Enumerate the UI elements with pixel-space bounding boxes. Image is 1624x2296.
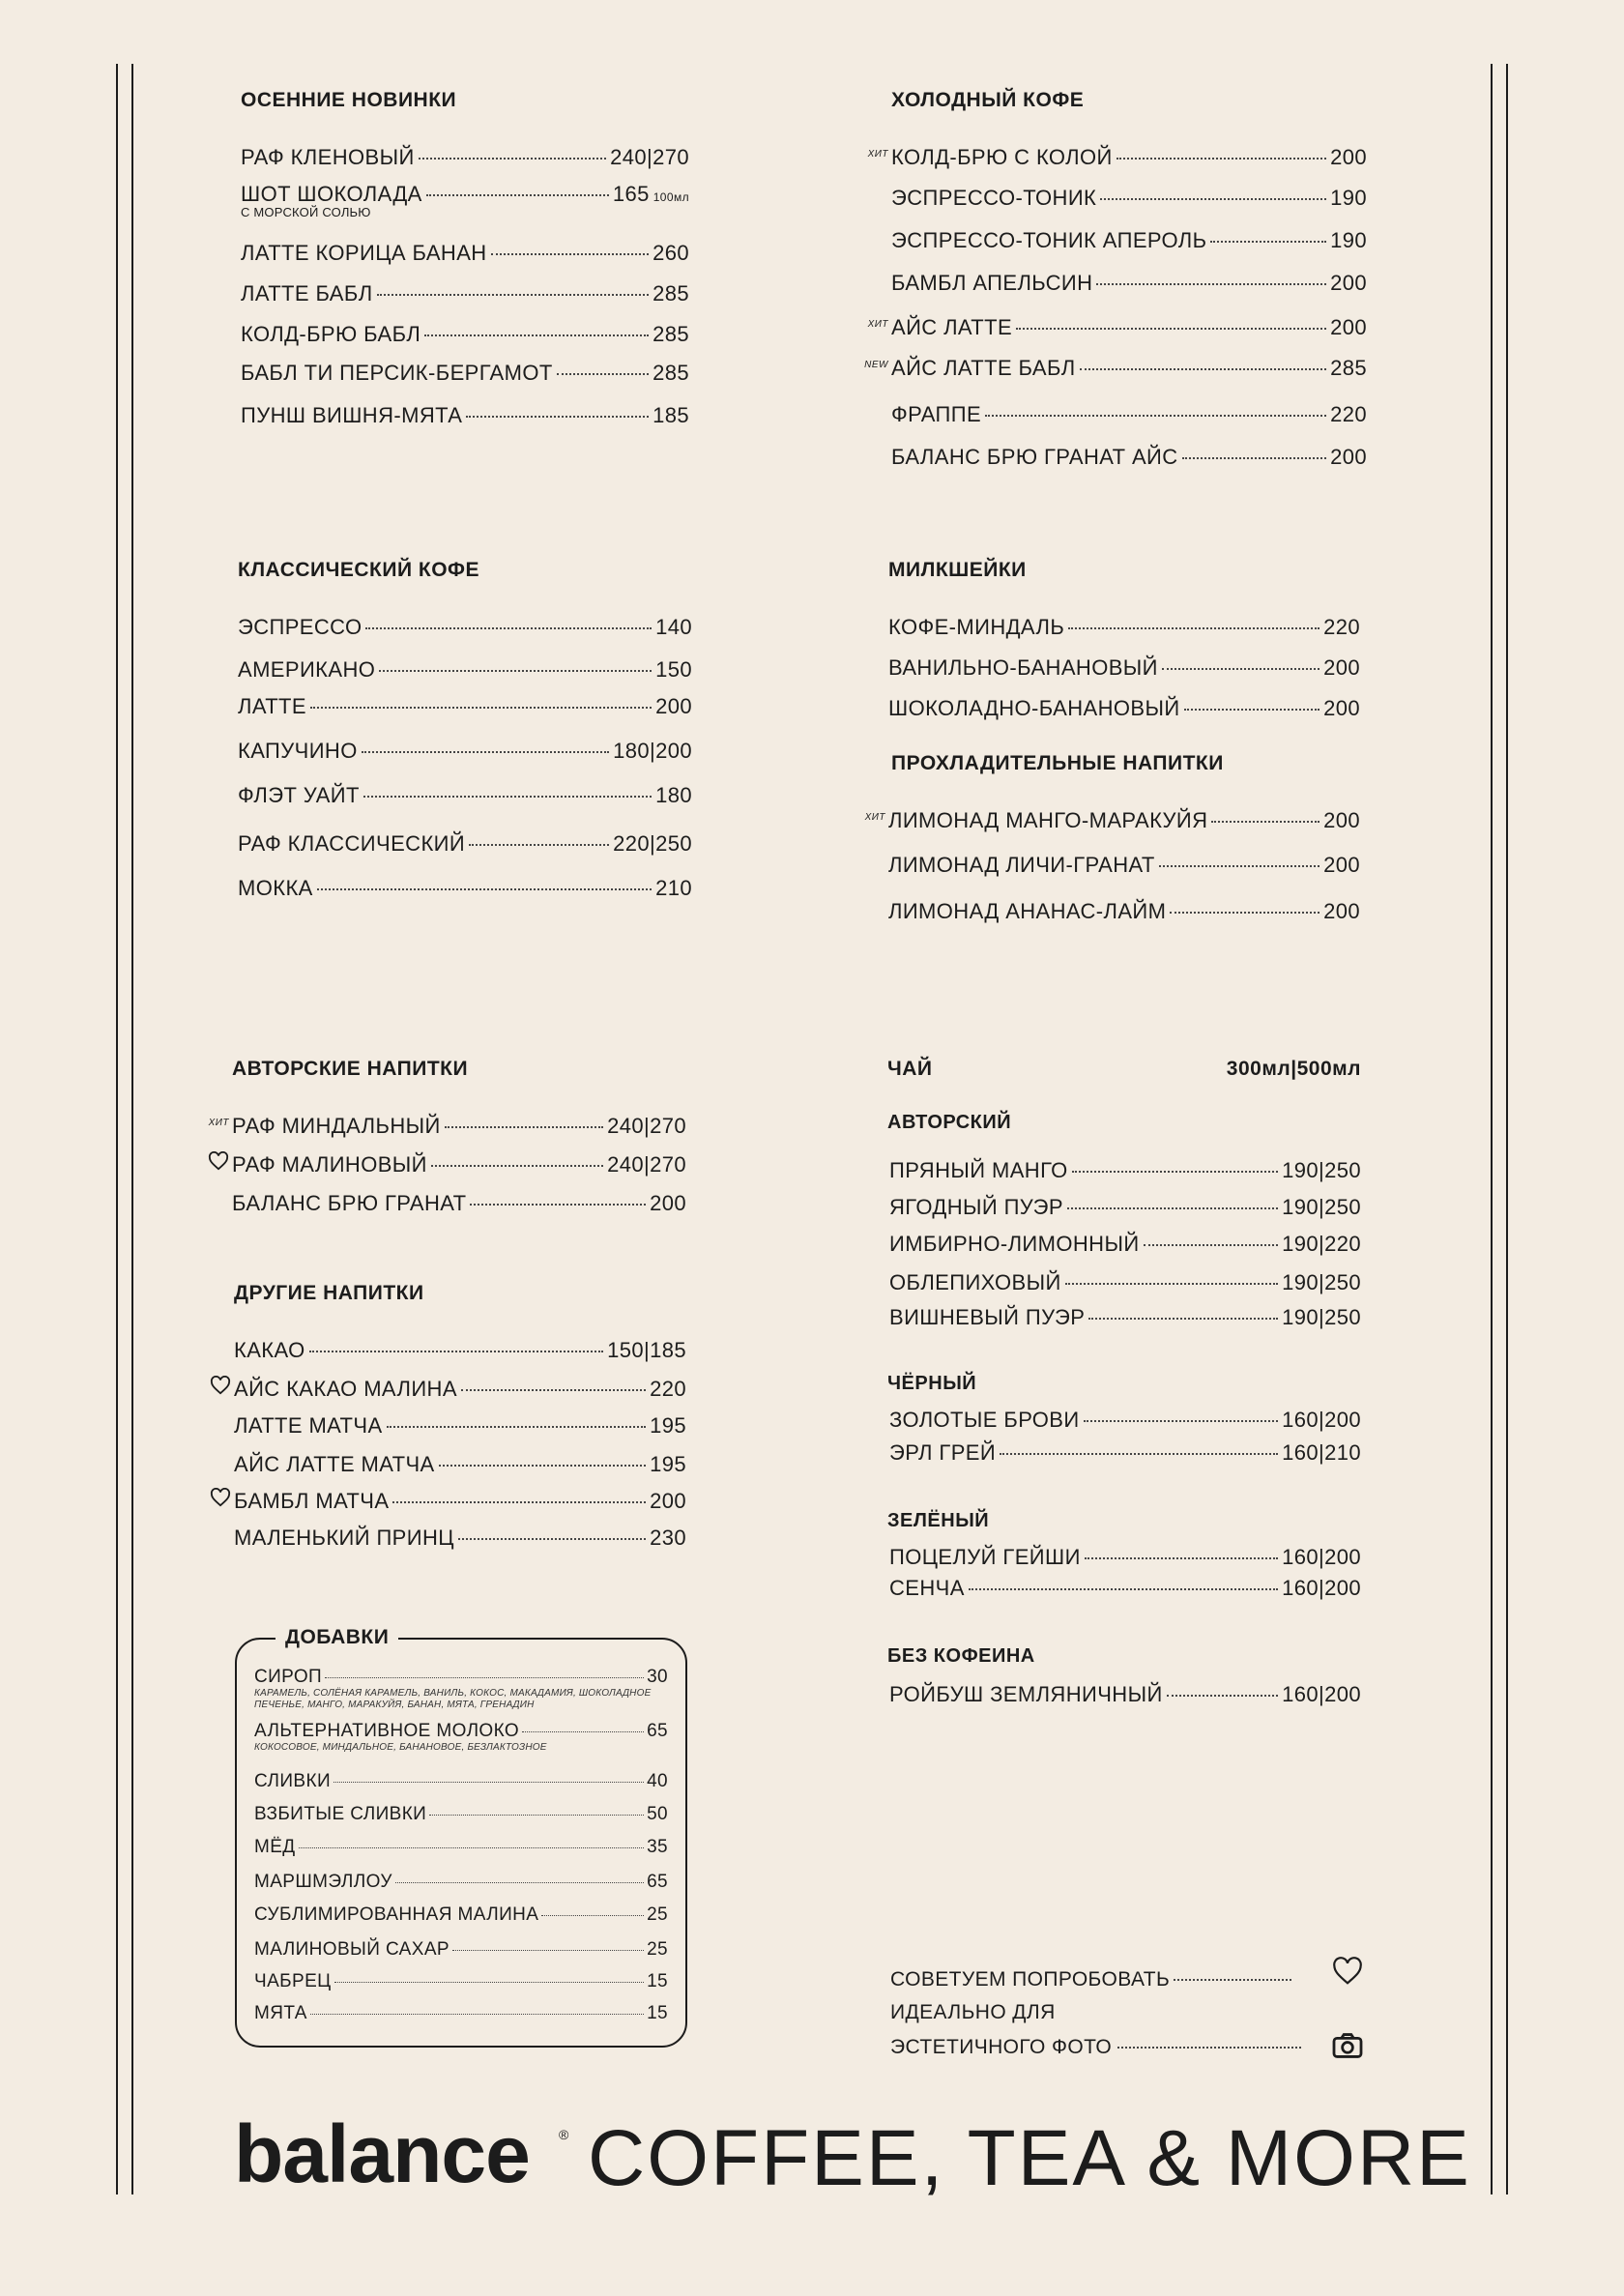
leader-dots [1116,158,1326,160]
item-price: 180 [655,783,692,807]
addon-name: МАЛИНОВЫЙ САХАР [254,1939,450,1960]
item-price: 285 [652,361,689,385]
menu-item [238,657,692,683]
item-name: ЯГОДНЫЙ ПУЭР [889,1195,1063,1219]
item-name: БАМБЛ МАТЧА [234,1489,390,1513]
menu-item [889,1232,1361,1257]
leader-dots [1162,668,1320,670]
addon-name: СЛИВКИ [254,1771,332,1791]
item-price: 160|200 [1282,1545,1361,1569]
leader-dots [1016,328,1326,330]
item-name: ФЛЭТ УАЙТ [238,783,360,807]
section-title: МИЛКШЕЙКИ [888,559,1027,581]
item-price: 285 [652,322,689,346]
leader-dots [1085,1557,1278,1559]
leader-dots [379,670,652,672]
item-name: АЙС ЛАТТЕ МАТЧА [234,1452,435,1476]
item-badge: ХИТ [864,812,885,823]
item-name: РАФ КЛЕНОВЫЙ [241,145,415,169]
item-price: 200 [650,1191,686,1215]
leader-dots [377,294,650,296]
item-price: 220 [1323,615,1360,639]
brand-slogan: COFFEE, TEA & MORE [588,2114,1471,2202]
leader-dots [426,194,609,196]
leader-dots [1068,627,1320,629]
leader-dots [491,253,650,255]
legend-recommend-label: СОВЕТУЕМ ПОПРОБОВАТЬ [890,1968,1171,1991]
legend-photo-line2: ЭСТЕТИЧНОГО ФОТО [890,2036,1113,2058]
menu-item [232,1191,686,1216]
item-price: 195 [650,1413,686,1438]
leader-dots [1067,1207,1278,1209]
leader-dots [1159,865,1320,867]
tea-header [887,1058,1361,1081]
item-price: 165 [612,182,650,206]
leader-dots [1117,2047,1301,2049]
section-cold-coffee [864,89,1367,470]
item-price: 220 [1330,402,1367,426]
tea-decaf-title: БЕЗ КОФЕИНА [887,1645,1035,1667]
leader-dots [362,751,609,753]
item-price: 160|210 [1282,1440,1361,1465]
legend [890,1957,1364,2059]
leader-dots [392,1501,646,1503]
leader-dots [431,1165,603,1167]
addon-note: КАРАМЕЛЬ, СОЛЁНАЯ КАРАМЕЛЬ, ВАНИЛЬ, КОКОС, МАКАДАМИЯ, ШОКОЛАДНОЕ ПЕЧЕНЬЕ, МАНГО, МАРАКУЙЯ, БАНАН, МЯТА, ГРЕНАДИН [254,1688,652,1710]
item-price: 200 [1323,808,1360,832]
leader-dots [429,1815,644,1816]
legend-photo-line2-row [890,2026,1364,2059]
registered-mark: ® [559,2127,569,2142]
menu-item [888,853,1360,878]
item-price: 160|200 [1282,1576,1361,1600]
leader-dots [310,707,652,709]
item-name: РАФ МИНДАЛЬНЫЙ [232,1114,441,1138]
heart-icon [210,1488,231,1507]
item-price: 240|270 [607,1152,686,1177]
addon-name: СУБЛИМИРОВАННАЯ МАЛИНА [254,1904,539,1925]
menu-item [238,831,692,857]
item-price: 150|185 [607,1338,686,1362]
left-border-line-inner [131,64,133,2194]
heart-icon [1331,1957,1364,1991]
menu-item [241,281,689,306]
menu-item [891,271,1367,296]
menu-list-tea-green [889,1545,1361,1601]
addon-name: МЁД [254,1837,296,1857]
item-name: ЭСПРЕССО-ТОНИК [891,186,1097,210]
item-price: 190 [1330,228,1367,252]
menu-item [891,445,1367,470]
section-title: ОСЕННИЕ НОВИНКИ [241,89,457,111]
menu-item [891,186,1367,211]
tea-green-title: ЗЕЛЁНЫЙ [887,1510,990,1531]
leader-dots [1174,1979,1291,1981]
tea-title: ЧАЙ [887,1058,933,1080]
menu-item [234,1338,686,1363]
item-name: ЗОЛОТЫЕ БРОВИ [889,1408,1080,1432]
menu-item [241,361,689,386]
section-refreshing-drinks [864,752,1360,924]
menu-item [864,356,1367,381]
addon-price: 40 [647,1771,668,1791]
leader-dots [317,888,652,890]
leader-dots [424,334,649,336]
menu-item [889,1545,1361,1570]
menu-item [238,694,692,719]
item-price: 200 [1323,655,1360,680]
leader-dots [452,1950,644,1951]
menu-item [241,182,689,207]
menu-item [889,1576,1361,1601]
item-name: ПОЦЕЛУЙ ГЕЙШИ [889,1545,1081,1569]
item-note: С МОРСКОЙ СОЛЬЮ [241,205,371,219]
section-autumn-novelties [241,89,689,428]
item-price: 190|220 [1282,1232,1361,1256]
item-name: АЙС ЛАТТЕ [891,315,1013,339]
item-name: КОЛД-БРЮ БАБЛ [241,322,421,346]
menu-item [888,696,1360,721]
item-price: 140 [655,615,692,639]
leader-dots [557,373,649,375]
menu-item [888,655,1360,681]
item-name: МАЛЕНЬКИЙ ПРИНЦ [234,1526,454,1550]
left-border-line-outer [116,64,118,2194]
leader-dots [461,1389,646,1391]
leader-dots [299,1847,644,1848]
right-border-line-inner [1491,64,1493,2194]
item-name: КОФЕ-МИНДАЛЬ [888,615,1065,639]
item-price: 185 [652,403,689,427]
leader-dots [1100,198,1326,200]
leader-dots [458,1538,646,1540]
addon-name: ЧАБРЕЦ [254,1971,332,1991]
leader-dots [334,1982,644,1983]
menu-list-refreshing [864,808,1360,924]
item-price: 200 [1323,696,1360,720]
item-badge: NEW [864,360,888,370]
item-price: 285 [1330,356,1367,380]
leader-dots [470,1204,646,1206]
addons-title: ДОБАВКИ [276,1626,398,1649]
leader-dots [309,1351,603,1352]
item-name: ФРАППЕ [891,402,982,426]
addon-item [254,1837,668,1858]
addon-item [254,2003,668,2024]
leader-dots [387,1426,647,1428]
menu-item [889,1270,1361,1295]
item-name: РОЙБУШ ЗЕМЛЯНИЧНЫЙ [889,1682,1163,1706]
menu-list-other [234,1338,686,1551]
menu-item [891,228,1367,253]
legend-recommend-row [890,1957,1364,1991]
leader-dots [541,1915,644,1916]
menu-item [888,899,1360,924]
addon-name: СИРОП [254,1667,323,1687]
leader-dots [1084,1420,1278,1422]
legend-photo-line1: ИДЕАЛЬНО ДЛЯ [890,2001,1056,2023]
addon-item [254,1721,668,1742]
menu-item [888,615,1360,640]
menu-item [241,241,689,266]
item-badge: ХИТ [208,1118,229,1128]
item-price: 160|200 [1282,1682,1361,1706]
legend-photo-row [890,2001,1364,2059]
section-title: АВТОРСКИЕ НАПИТКИ [232,1058,469,1080]
item-name: АМЕРИКАНО [238,657,376,682]
item-name: ПРЯНЫЙ МАНГО [889,1158,1068,1182]
menu-item [889,1682,1361,1707]
addon-item [254,1971,668,1992]
addon-price: 15 [647,1971,668,1991]
item-name: ЛИМОНАД МАНГО-МАРАКУЙЯ [888,808,1208,832]
item-price: 230 [650,1526,686,1550]
addon-price: 35 [647,1837,668,1857]
leader-dots [1182,457,1327,459]
section-classic-coffee [238,559,692,901]
menu-item [891,402,1367,427]
addon-price: 50 [647,1804,668,1824]
leader-dots [395,1882,644,1883]
leader-dots [310,2014,644,2015]
addons-box [235,1626,687,2048]
menu-item [234,1526,686,1551]
addon-name: АЛЬТЕРНАТИВНОЕ МОЛОКО [254,1721,520,1741]
item-price: 200 [650,1489,686,1513]
item-price: 240|270 [610,145,689,169]
addon-item [254,1771,668,1792]
section-title: ХОЛОДНЫЙ КОФЕ [891,89,1085,111]
item-price: 190|250 [1282,1158,1361,1182]
menu-item [234,1377,686,1402]
item-price: 190|250 [1282,1270,1361,1294]
menu-item [867,145,1367,170]
section-signature-drinks [208,1058,686,1216]
leader-dots [969,1588,1278,1590]
item-price: 240|270 [607,1114,686,1138]
item-price: 150 [655,657,692,682]
menu-list-milkshakes [888,615,1360,721]
item-name: ЛАТТЕ БАБЛ [241,281,373,305]
leader-dots [1072,1171,1278,1173]
menu-item [234,1413,686,1439]
menu-item [238,615,692,640]
item-name: ПУНШ ВИШНЯ-МЯТА [241,403,463,427]
item-name: ШОТ ШОКОЛАДА [241,182,422,206]
leader-dots [1096,283,1326,285]
item-name: РАФ МАЛИНОВЫЙ [232,1152,427,1177]
menu-item [867,315,1367,340]
item-name: АЙС КАКАО МАЛИНА [234,1377,457,1401]
item-price: 195 [650,1452,686,1476]
heart-icon [208,1151,229,1171]
menu-item [241,322,689,347]
addon-name: ВЗБИТЫЕ СЛИВКИ [254,1804,427,1824]
menu-list-tea-black [889,1408,1361,1466]
item-price: 200 [1323,899,1360,923]
brand-logo: balance [234,2108,530,2199]
menu-list-tea-signature [889,1158,1361,1330]
leader-dots [419,158,606,160]
addon-note: КОКОСОВОЕ, МИНДАЛЬНОЕ, БАНАНОВОЕ, БЕЗЛАКТОЗНОЕ [254,1742,547,1753]
item-name: ЭСПРЕССО-ТОНИК АПЕРОЛЬ [891,228,1207,252]
addon-price: 65 [647,1872,668,1892]
addon-name: МАРШМЭЛЛОУ [254,1872,392,1892]
menu-item [889,1440,1361,1466]
addon-item [254,1939,668,1961]
item-name: БАЛАНС БРЮ ГРАНАТ АЙС [891,445,1178,469]
item-name: БАМБЛ АПЕЛЬСИН [891,271,1093,295]
leader-dots [985,415,1326,417]
tea-signature-title: АВТОРСКИЙ [887,1112,1012,1133]
item-price: 200 [1330,315,1367,339]
leader-dots [365,627,652,629]
leader-dots [1000,1453,1278,1455]
item-price: 220|250 [613,831,692,856]
menu-item [889,1408,1361,1433]
addon-item [254,1904,668,1926]
leader-dots [1170,912,1320,914]
item-price: 180|200 [613,739,692,763]
item-name: МОККА [238,876,313,900]
addon-item [254,1667,668,1688]
menu-list-autumn [241,145,689,428]
item-name: БАЛАНС БРЮ ГРАНАТ [232,1191,467,1215]
leader-dots [469,844,609,846]
addon-price: 65 [647,1721,668,1741]
item-price: 190 [1330,186,1367,210]
item-badge: ХИТ [867,319,888,330]
item-name: ЭРЛ ГРЕЙ [889,1440,997,1465]
menu-item [238,876,692,901]
menu-item [238,739,692,764]
leader-dots [1210,241,1326,243]
menu-item [241,145,689,170]
item-name: РАФ КЛАССИЧЕСКИЙ [238,831,466,856]
menu-item [864,808,1360,833]
item-name: ЛАТТЕ МАТЧА [234,1413,383,1438]
item-price: 200 [1330,145,1367,169]
addon-item [254,1872,668,1893]
item-price: 200 [1323,853,1360,877]
tea-volumes: 300мл|500мл [1226,1058,1361,1080]
right-border-line-outer [1506,64,1508,2194]
leader-dots [1211,821,1320,823]
item-price: 285 [652,281,689,305]
item-price: 190|250 [1282,1305,1361,1329]
item-name: ЛИМОНАД АНАНАС-ЛАЙМ [888,899,1167,923]
item-price: 200 [1330,271,1367,295]
addon-price: 25 [647,1939,668,1960]
menu-item [232,1152,686,1177]
menu-item [208,1114,686,1139]
section-tea [887,1058,1361,1734]
item-name: ВИШНЕВЫЙ ПУЭР [889,1305,1086,1329]
item-name: БАБЛ ТИ ПЕРСИК-БЕРГАМОТ [241,361,553,385]
item-name: ЛИМОНАД ЛИЧИ-ГРАНАТ [888,853,1155,877]
section-other-drinks [234,1282,686,1551]
section-title: ДРУГИЕ НАПИТКИ [234,1282,424,1304]
leader-dots [1088,1318,1278,1320]
addon-name: МЯТА [254,2003,307,2023]
item-price: 190|250 [1282,1195,1361,1219]
leader-dots [1144,1244,1279,1246]
item-name: ЭСПРЕССО [238,615,362,639]
item-price: 220 [650,1377,686,1401]
item-name: КАПУЧИНО [238,739,358,763]
item-name: ЛАТТЕ [238,694,306,718]
item-name: КАКАО [234,1338,305,1362]
item-name: КОЛД-БРЮ С КОЛОЙ [891,145,1113,169]
item-name: ВАНИЛЬНО-БАНАНОВЫЙ [888,655,1158,680]
item-name: АЙС ЛАТТЕ БАБЛ [891,356,1076,380]
menu-item [234,1489,686,1514]
menu-item [234,1452,686,1477]
leader-dots [325,1677,644,1678]
menu-list-signature [208,1114,686,1216]
leader-dots [445,1126,603,1128]
item-price: 160|200 [1282,1408,1361,1432]
tea-black-title: ЧЁРНЫЙ [887,1373,977,1394]
section-title: ПРОХЛАДИТЕЛЬНЫЕ НАПИТКИ [891,752,1224,774]
item-name: ИМБИРНО-ЛИМОННЫЙ [889,1232,1140,1256]
leader-dots [522,1731,644,1732]
menu-list-tea-decaf [889,1682,1361,1707]
leader-dots [1065,1283,1278,1285]
leader-dots [439,1465,646,1467]
item-name: СЕНЧА [889,1576,965,1600]
menu-item [241,403,689,428]
heart-icon [210,1376,231,1395]
item-name: ОБЛЕПИХОВЫЙ [889,1270,1061,1294]
leader-dots [1184,709,1320,711]
menu-item [238,783,692,808]
leader-dots [334,1782,644,1783]
item-unit: 100мл [652,190,689,204]
leader-dots [466,416,649,418]
item-price: 200 [655,694,692,718]
item-name: ЛАТТЕ КОРИЦА БАНАН [241,241,487,265]
item-price: 200 [1330,445,1367,469]
camera-icon [1331,2032,1364,2065]
menu-item [889,1158,1361,1183]
section-title: КЛАССИЧЕСКИЙ КОФЕ [238,559,479,581]
addon-price: 30 [647,1667,668,1687]
addon-item [254,1804,668,1825]
leader-dots [1167,1695,1278,1697]
item-name: ШОКОЛАДНО-БАНАНОВЫЙ [888,696,1180,720]
item-price: 260 [652,241,689,265]
item-price: 210 [655,876,692,900]
menu-item [889,1305,1361,1330]
leader-dots [363,796,652,798]
menu-item [889,1195,1361,1220]
menu-list-classic [238,615,692,901]
item-badge: ХИТ [867,149,888,160]
menu-list-cold [864,145,1367,470]
section-milkshakes [888,559,1360,721]
leader-dots [1080,368,1326,370]
addon-price: 25 [647,1904,668,1925]
addon-price: 15 [647,2003,668,2023]
